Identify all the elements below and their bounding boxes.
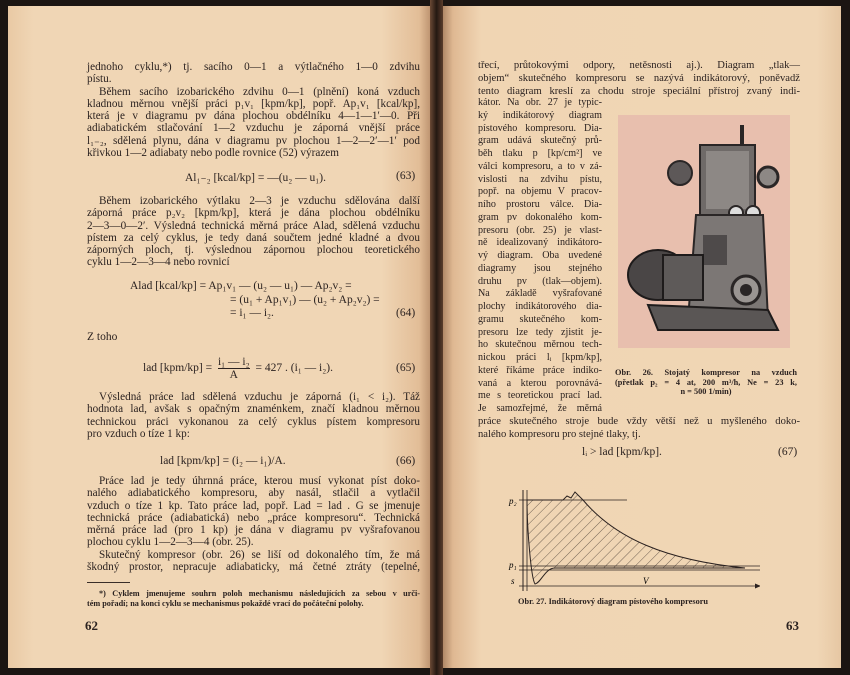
text-line: hodnota lad, avšak s opačným znaménkem, značí kladnou měrnou xyxy=(87,403,420,416)
fraction xyxy=(218,356,250,381)
arrowhead-icon xyxy=(755,584,760,589)
label-v: V xyxy=(643,576,649,586)
fraction-numerator: i₁ — i₂ xyxy=(217,356,250,368)
text-line: presoru lze tedy zjistit je- xyxy=(478,326,602,338)
text-line: gram pv dokonalého kom- xyxy=(478,211,602,223)
text-line: Je samozřejmé, že měrná xyxy=(478,403,602,414)
equation-number: (63) xyxy=(396,170,416,182)
equation-lhs: lad [kpm/kp] = xyxy=(143,362,213,375)
equation-64-line1: Alad [kcal/kp] = Ap₁v₁ — (u₂ — u₁) — Ap₂v₂ = xyxy=(130,280,352,292)
text-line: pístu. xyxy=(87,73,112,86)
page-number-left: 62 xyxy=(85,618,98,633)
paragraph-block xyxy=(478,416,800,442)
text-line: která je v diagramu pv dána plochou obdélníku 4—1—1′—0. Při xyxy=(87,110,420,123)
text-line: záporných ploch, tj. výslednou zápornou plochou teoretického xyxy=(87,244,420,257)
indicator-diagram xyxy=(505,488,760,593)
text-line: válci kompresoru, a to v zá- xyxy=(478,160,602,172)
label-s: s xyxy=(511,576,515,586)
text-line: ho skutečnou měrnou tech- xyxy=(478,339,602,351)
equation-64-line2: = (u₁ + Ap₁v₁) — (u₂ + Ap₂v₂) = xyxy=(230,294,380,306)
text-line: křivkou 1—2 adiabaty nebo podle rovnice (52) výrazem xyxy=(87,147,339,160)
text-z-toho: Z toho xyxy=(87,331,118,343)
text-line: *) Cyklem jmenujeme souhrn poloh mechanismu následujících za sebou v urči- xyxy=(99,589,420,598)
text-line: presoru (obr. 25) je vlast- xyxy=(478,224,602,236)
caption-line: n = 500 1/min) xyxy=(680,387,732,396)
paragraph-block xyxy=(87,61,420,159)
figure-26-caption xyxy=(615,368,797,397)
text-line: me s teoretickou prací lad. xyxy=(478,390,602,402)
text-line: ký indikátorový diagram xyxy=(478,109,602,121)
compressor-photo xyxy=(618,115,790,348)
text-line: vaná a kterou porovnává- xyxy=(478,377,602,389)
text-line: nalého kompresoru pro stejné tlaky, tj. xyxy=(478,428,641,440)
text-line: Skutečný kompresor (obr. 26) se liší od dokonalého tím, že má xyxy=(99,548,420,561)
text-line: Výsledná práce lad sdělená vzduchu je záporná (i₁ < i₂). Táž xyxy=(99,391,420,403)
text-line: gram udává skutečný prů- xyxy=(478,135,602,147)
equation-65 xyxy=(143,356,333,381)
text-line: vzduch o tíze 1 kp. Tato práce lad, popř. Lad = lad . G se jmenuje xyxy=(87,499,420,512)
text-line: ně idealizovaný indikátoro- xyxy=(478,237,602,249)
text-line: Na základě vyšrafované xyxy=(478,288,602,300)
equation-64-line3: = i₁ — i₂. xyxy=(230,307,274,319)
text-line: ního prostoru válce. Dia- xyxy=(478,199,602,210)
text-line: technickou práci vykonanou za celý cyklus pístem kompresoru xyxy=(87,415,420,428)
text-line: diagramy jsou stejného xyxy=(478,262,602,274)
text-line: Během izobarického výtlaku 2—3 je vzduchu sdělována další xyxy=(99,195,420,207)
equation-67: lᵢ > lad [kpm/kp]. xyxy=(582,446,662,458)
fraction-denominator: A xyxy=(218,368,250,381)
label-p1: p₁ xyxy=(509,560,517,570)
equation-number: (67) xyxy=(778,446,798,458)
text-line: plochy indikátorového dia- xyxy=(478,301,602,312)
compressor-illustration xyxy=(618,115,790,348)
text-line: gramu skutečného kom- xyxy=(478,313,602,325)
text-line: technická práce (adiabatická) nebo „práce kompresoru“. Technická xyxy=(87,511,420,524)
text-line: práce skutečného stroje bude vždy větší než u myšleného doko- xyxy=(478,416,800,427)
text-line: 2—3—0—2′. Výsledná technická měrná práce Alad, sdělená vzduchu xyxy=(87,219,420,232)
footnote xyxy=(87,589,420,609)
text-line: kladnou měrnou vnější práci p₁v₁ [kpm/kp], popř. Ap₁v₁ [kcal/kp], xyxy=(87,97,420,110)
text-line: pístem za celý cyklus, je tedy daná součtem jedné kladné a dvou xyxy=(87,231,420,244)
text-line: měrná práce lad (pro 1 kp) je dána v diagramu pv vyšrafovanou xyxy=(87,524,420,537)
text-line: tento diagram kreslí za chodu stroje speciální přístroj zvaný indi- xyxy=(478,85,800,97)
text-line: druhu pv (tlak—objem). xyxy=(478,275,602,287)
text-line: škodný prostor, nepracuje adiabaticky, má četné ztráty (tepelné, xyxy=(87,561,420,574)
text-line: záporná práce p₂v₂ [kpm/kp], která je dána plochou obdélníku xyxy=(87,207,420,220)
text-line: adiabatickém stlačování 1—2 vzduchu je záporná vnější práce xyxy=(87,122,420,135)
text-line: Během sacího izobarického zdvihu 0—1 (plnění) koná vzduch xyxy=(99,85,420,98)
text-line: třecí, průtokovými odpory, netěsnosti aj.). Diagram „tlak— xyxy=(478,60,800,71)
text-line: Práce lad je tedy úhrnná práce, kterou musí vykonat píst doko- xyxy=(99,475,420,487)
text-line: nickou práci lᵢ [kpm/kp], xyxy=(478,352,602,363)
footnote-rule xyxy=(87,582,130,583)
text-line: tém pořadí; na konci cyklu se mechanismus pokaždé vrací do počáteční polohy. xyxy=(87,599,364,608)
text-line: l₁₋₂, sdělená plynu, dána v diagramu pv plochou 1—2—2′—1′ pod xyxy=(87,134,420,147)
text-line: kátor. Na obr. 27 je typic- xyxy=(478,97,602,108)
equation-number: (66) xyxy=(396,455,416,467)
text-line: cyklu 1—2—3—4 nebo rovnicí xyxy=(87,256,230,269)
paragraph-block xyxy=(478,60,800,98)
text-line: které říkáme práce indiko- xyxy=(478,364,602,376)
paragraph-block-narrow xyxy=(478,97,602,416)
text-line: jednoho cyklu,*) tj. sacího 0—1 a výtlačného 1—0 zdvihu xyxy=(87,61,420,73)
text-line: pístového kompresoru. Dia- xyxy=(478,122,602,134)
text-line: popř. na objemu V pracov- xyxy=(478,186,602,198)
equation-number: (64) xyxy=(396,307,416,319)
book-gutter xyxy=(430,0,443,675)
equation-rhs: = 427 . (i₁ — i₂). xyxy=(255,362,333,375)
caption-line: (přetlak p₂ = 4 at, 200 m³/h, Ne = 23 k, xyxy=(615,377,797,387)
paragraph-block xyxy=(87,195,420,269)
text-line: pro vzduch o tíze 1 kp: xyxy=(87,427,190,440)
equation-number: (65) xyxy=(396,362,416,374)
text-line: vý diagram. Oba uvedené xyxy=(478,250,602,261)
text-line: vislosti na zdvihu pístu, xyxy=(478,173,602,185)
page-number-right: 63 xyxy=(786,618,799,633)
text-line: běh tlaku p [kp/cm²] ve xyxy=(478,148,602,159)
paragraph-block xyxy=(87,391,420,440)
figure-27-caption: Obr. 27. Indikátorový diagram pístového kompresoru xyxy=(518,597,709,606)
paragraph-block xyxy=(87,475,420,573)
equation-63: Al₁₋₂ [kcal/kp] = —(u₂ — u₁). xyxy=(185,172,327,184)
text-line: objem“ skutečného kompresoru se nazývá indikátorový, poněvadž xyxy=(478,72,800,84)
text-line: nalého adiabatického kompresoru, aby nasál, stlačil a vytlačil xyxy=(87,487,420,500)
text-line: plochou cyklu 1—2—3—4 (obr. 25). xyxy=(87,536,254,549)
caption-line: Obr. 26. Stojatý kompresor na vzduch xyxy=(615,368,797,377)
equation-66: lad [kpm/kp] = (i₂ — i₁)/A. xyxy=(160,455,286,467)
label-p2: p₂ xyxy=(509,496,517,506)
